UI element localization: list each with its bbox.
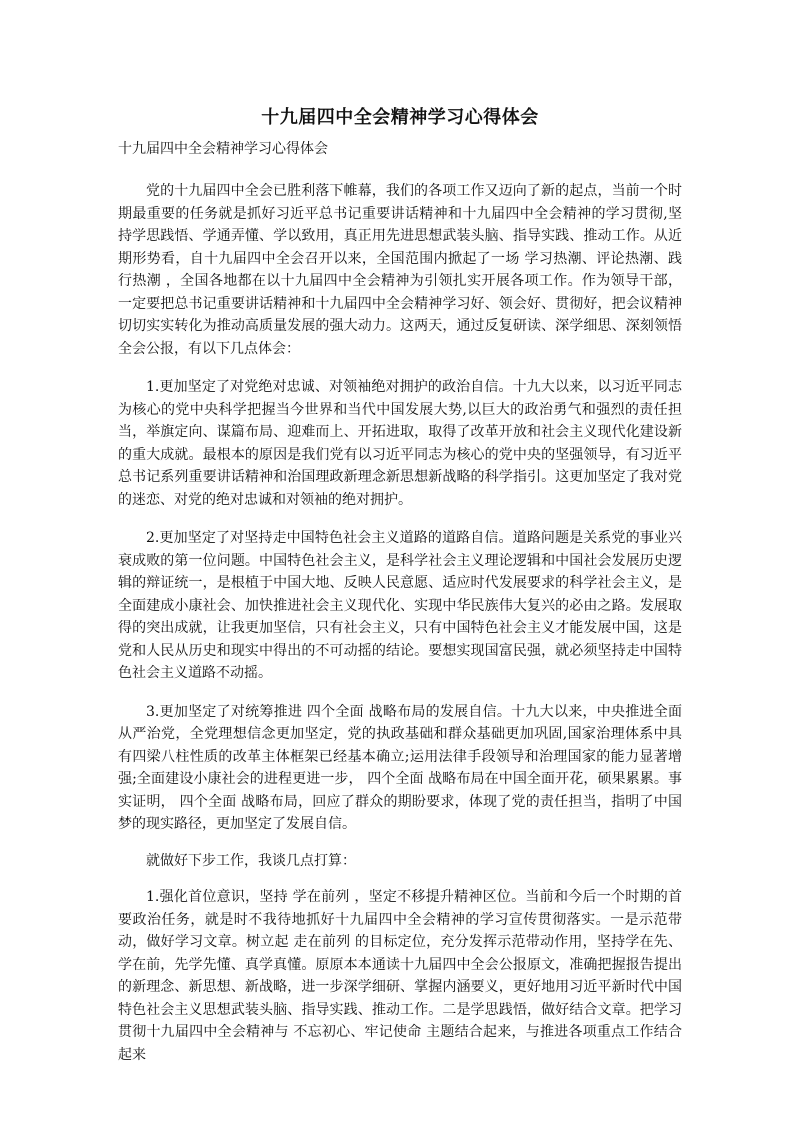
paragraph-point-1: 1.更加坚定了对党绝对忠诚、对领袖绝对拥护的政治自信。十九大以来，以习近平同志为核心的党中央科学把握当今世界和当代中国发展大势,以巨大的政治勇气和强烈的责任担当，举旗定向、谋篇布局、迎难而上、开拓进取，取得了改革开放和社会主义现代化建设新的重大成就。最根本的原因是我们党有以习近平同志为核心的党中央的坚强领导，有习近平总书记系列重要讲话精神和治国理政新理念新思想新战略的科学指引。这更加坚定了我对党的迷恋、对党的绝对忠诚和对领袖的绝对拥护。 xyxy=(118,379,682,508)
document-page xyxy=(118,104,682,1066)
document-title: 十九届四中全会精神学习心得体会 xyxy=(261,107,539,128)
paragraph-plans-intro: 就做好下步工作，我谈几点打算： xyxy=(146,852,356,869)
document-subtitle: 十九届四中全会精神学习心得体会 xyxy=(118,141,328,157)
paragraph-plan-1: 1.强化首位意识，坚持 学在前列 ，坚定不移提升精神区位。当前和今后一个时期的首要政治任务，就是时不我待地抓好十九届四中全会精神的学习宣传贯彻落实。一是示范带动，做好学习文章。树立起 走在前列 的目标定位，充分发挥示范带动作用，坚持学在先、学在前，先学先懂、真学真懂。原原本本通读十九届四中全会公报原文，准确把握报告提出的新理念、新思想、新战略，进一步深学细研、掌握内涵要义，更好地用习近平新时代中国特色社会主义思想武装头脑、指导实践、推动工作。二是学思践悟，做好结合文章。把学习贯彻十九届四中全会精神与 不忘初心、牢记使命 主题结合起来，与推进各项重点工作结合起来 xyxy=(118,889,682,1063)
paragraph-point-2: 2.更加坚定了对坚持走中国特色社会主义道路的道路自信。道路问题是关系党的事业兴衰成败的第一位问题。中国特色社会主义，是科学社会主义理论逻辑和中国社会发展历史逻辑的辩证统一，是根植于中国大地、反映人民意愿、适应时代发展要求的科学社会主义，是全面建成小康社会、加快推进社会主义现代化、实现中华民族伟大复兴的必由之路。发展取得的突出成就，让我更加坚信，只有社会主义，只有中国特色社会主义才能发展中国，这是党和人民从历史和现实中得出的不可动摇的结论。要想实现国富民强，就必须坚持走中国特色社会主义道路不动摇。 xyxy=(118,530,682,681)
paragraph-point-3: 3.更加坚定了对统筹推进 四个全面 战略布局的发展自信。十九大以来，中央推进全面从严治党，全党理想信念更加坚定，党的执政基础和群众基础更加巩固,国家治理体系中具有四梁八柱性质的改革主体框架已经基本确立;运用法律手段领导和治理国家的能力显著增强;全面建设小康社会的进程更进一步， 四个全面 战略布局在中国全面开花，硕果累累。事实证明， 四个全面 战略布局，回应了群众的期盼要求，体现了党的责任担当，指明了中国梦的现实路径，更加坚定了发展自信。 xyxy=(118,703,682,832)
paragraph-intro: 党的十九届四中全会已胜利落下帷幕，我们的各项工作又迈向了新的起点，当前一个时期最重要的任务就是抓好习近平总书记重要讲话精神和十九届四中全会精神的学习贯彻,坚持学思践悟、学通弄懂、学以致用，真正用先进思想武装头脑、指导实践、推动工作。从近期形势看，自十九届四中全会召开以来，全国范围内掀起了一场 学习热潮、评论热潮、践行热潮 ，全国各地都在以十九届四中全会精神为引领扎实开展各项工作。作为领导干部，一定要把总书记重要讲话精神和十九届四中全会精神学习好、领会好、贯彻好，把会议精神切切实实转化为推动高质量发展的强大动力。这两天，通过反复研读、深学细思、深刻领悟全会公报，有以下几点体会： xyxy=(118,183,682,357)
